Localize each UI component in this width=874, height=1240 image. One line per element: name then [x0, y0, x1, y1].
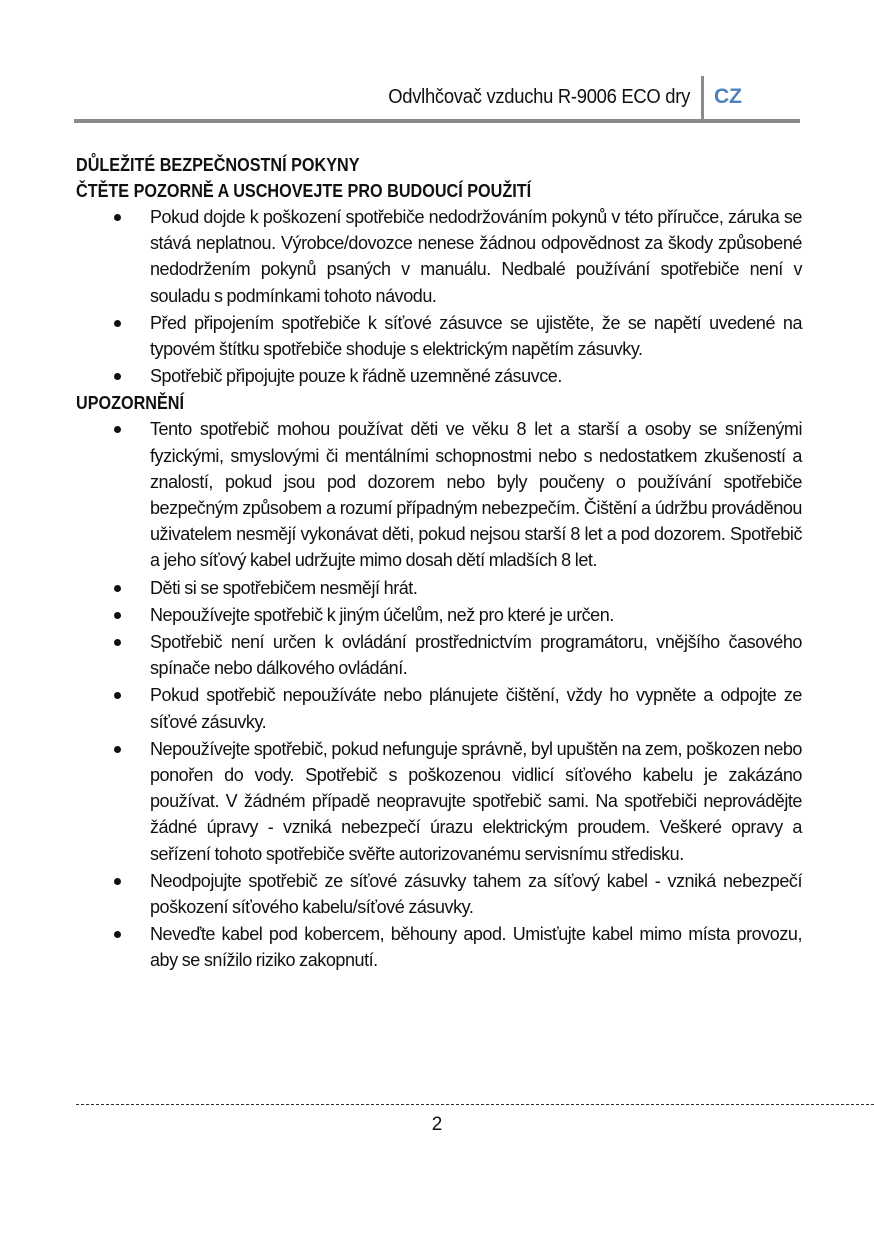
list-item: Nepoužívejte spotřebič k jiným účelům, než pro které je určen. — [76, 602, 802, 628]
section-heading-safety: DŮLEŽITÉ BEZPEČNOSTNÍ POKYNY — [76, 155, 360, 175]
bullet-icon — [114, 746, 121, 753]
section-heading-warning: UPOZORNĚNÍ — [76, 393, 185, 414]
page-header — [74, 72, 800, 122]
document-title: Odvlhčovač vzduchu R-9006 ECO dry — [388, 86, 690, 108]
footer-rule — [76, 1104, 874, 1106]
page-number: 2 — [431, 1114, 443, 1135]
header-divider — [701, 76, 704, 122]
bullet-icon — [114, 639, 121, 646]
list-item: Pokud dojde k poškození spotřebiče nedodržováním pokynů v této příručce, záruka se stává neplatnou. Výrobce/dovozce nenese žádnou odpovědnost za škody způsobené nedodržením pokynů psaných v manuálu. Nedbalé používání spotřebiče není v souladu s podmínkami tohoto návodu. — [76, 204, 802, 309]
bullet-icon — [114, 214, 121, 221]
list-item: Spotřebič připojujte pouze k řádně uzemněné zásuvce. — [76, 363, 802, 389]
list-item: Neveďte kabel pod kobercem, běhouny apod. Umisťujte kabel mimo místa provozu, aby se snížilo riziko zakopnutí. — [76, 921, 802, 973]
list-item: Nepoužívejte spotřebič, pokud nefunguje správně, byl upuštěn na zem, poškozen nebo ponořen do vody. Spotřebič s poškozenou vidlicí síťového kabelu je zakázáno používat. V žádném případě neopravujte spotřebič sami. Na spotřebiči neprovádějte žádné úpravy - vzniká nebezpečí úrazu elektrickým proudem. Veškeré opravy a seřízení tohoto spotřebiče svěřte autorizovanému servisnímu středisku. — [76, 736, 802, 867]
bullet-icon — [114, 373, 121, 380]
language-code: CZ — [714, 85, 742, 108]
bullet-icon — [114, 612, 121, 619]
bullet-icon — [114, 585, 121, 592]
list-item: Spotřebič není určen k ovládání prostřednictvím programátoru, vnějšího časového spínače nebo dálkového ovládání. — [76, 629, 802, 681]
header-rule — [74, 119, 800, 123]
bullet-icon — [114, 878, 121, 885]
warning-list — [76, 416, 802, 973]
list-item: Pokud spotřebič nepoužíváte nebo plánujete čištění, vždy ho vypněte a odpojte ze síťové zásuvky. — [76, 682, 802, 734]
safety-instructions-list — [76, 204, 802, 389]
list-item: Před připojením spotřebiče k síťové zásuvce se ujistěte, že se napětí uvedené na typovém štítku spotřebiče shoduje s elektrickým napětím zásuvky. — [76, 310, 802, 362]
bullet-icon — [114, 426, 121, 433]
bullet-icon — [114, 320, 121, 327]
list-item: Neodpojujte spotřebič ze síťové zásuvky tahem za síťový kabel - vzniká nebezpečí poškození síťového kabelu/síťové zásuvky. — [76, 868, 802, 920]
list-item: Děti si se spotřebičem nesmějí hrát. — [76, 575, 802, 601]
page-content — [76, 152, 802, 975]
section-subheading-read-carefully: ČTĚTE POZORNĚ A USCHOVEJTE PRO BUDOUCÍ POUŽITÍ — [76, 181, 532, 201]
bullet-icon — [114, 931, 121, 938]
bullet-icon — [114, 692, 121, 699]
list-item: Tento spotřebič mohou používat děti ve věku 8 let a starší a osoby se sníženými fyzickými, smyslovými či mentálními schopnostmi nebo s nedostatkem zkušeností a znalostí, pokud jsou pod dozorem nebo byly poučeny o používání spotřebiče bezpečným způsobem a rozumí případným nebezpečím. Čištění a údržbu prováděnou uživatelem nesmějí vykonávat děti, pokud nejsou starší 8 let a pod dozorem. Spotřebič a jeho síťový kabel udržujte mimo dosah dětí mladších 8 let. — [76, 416, 802, 573]
